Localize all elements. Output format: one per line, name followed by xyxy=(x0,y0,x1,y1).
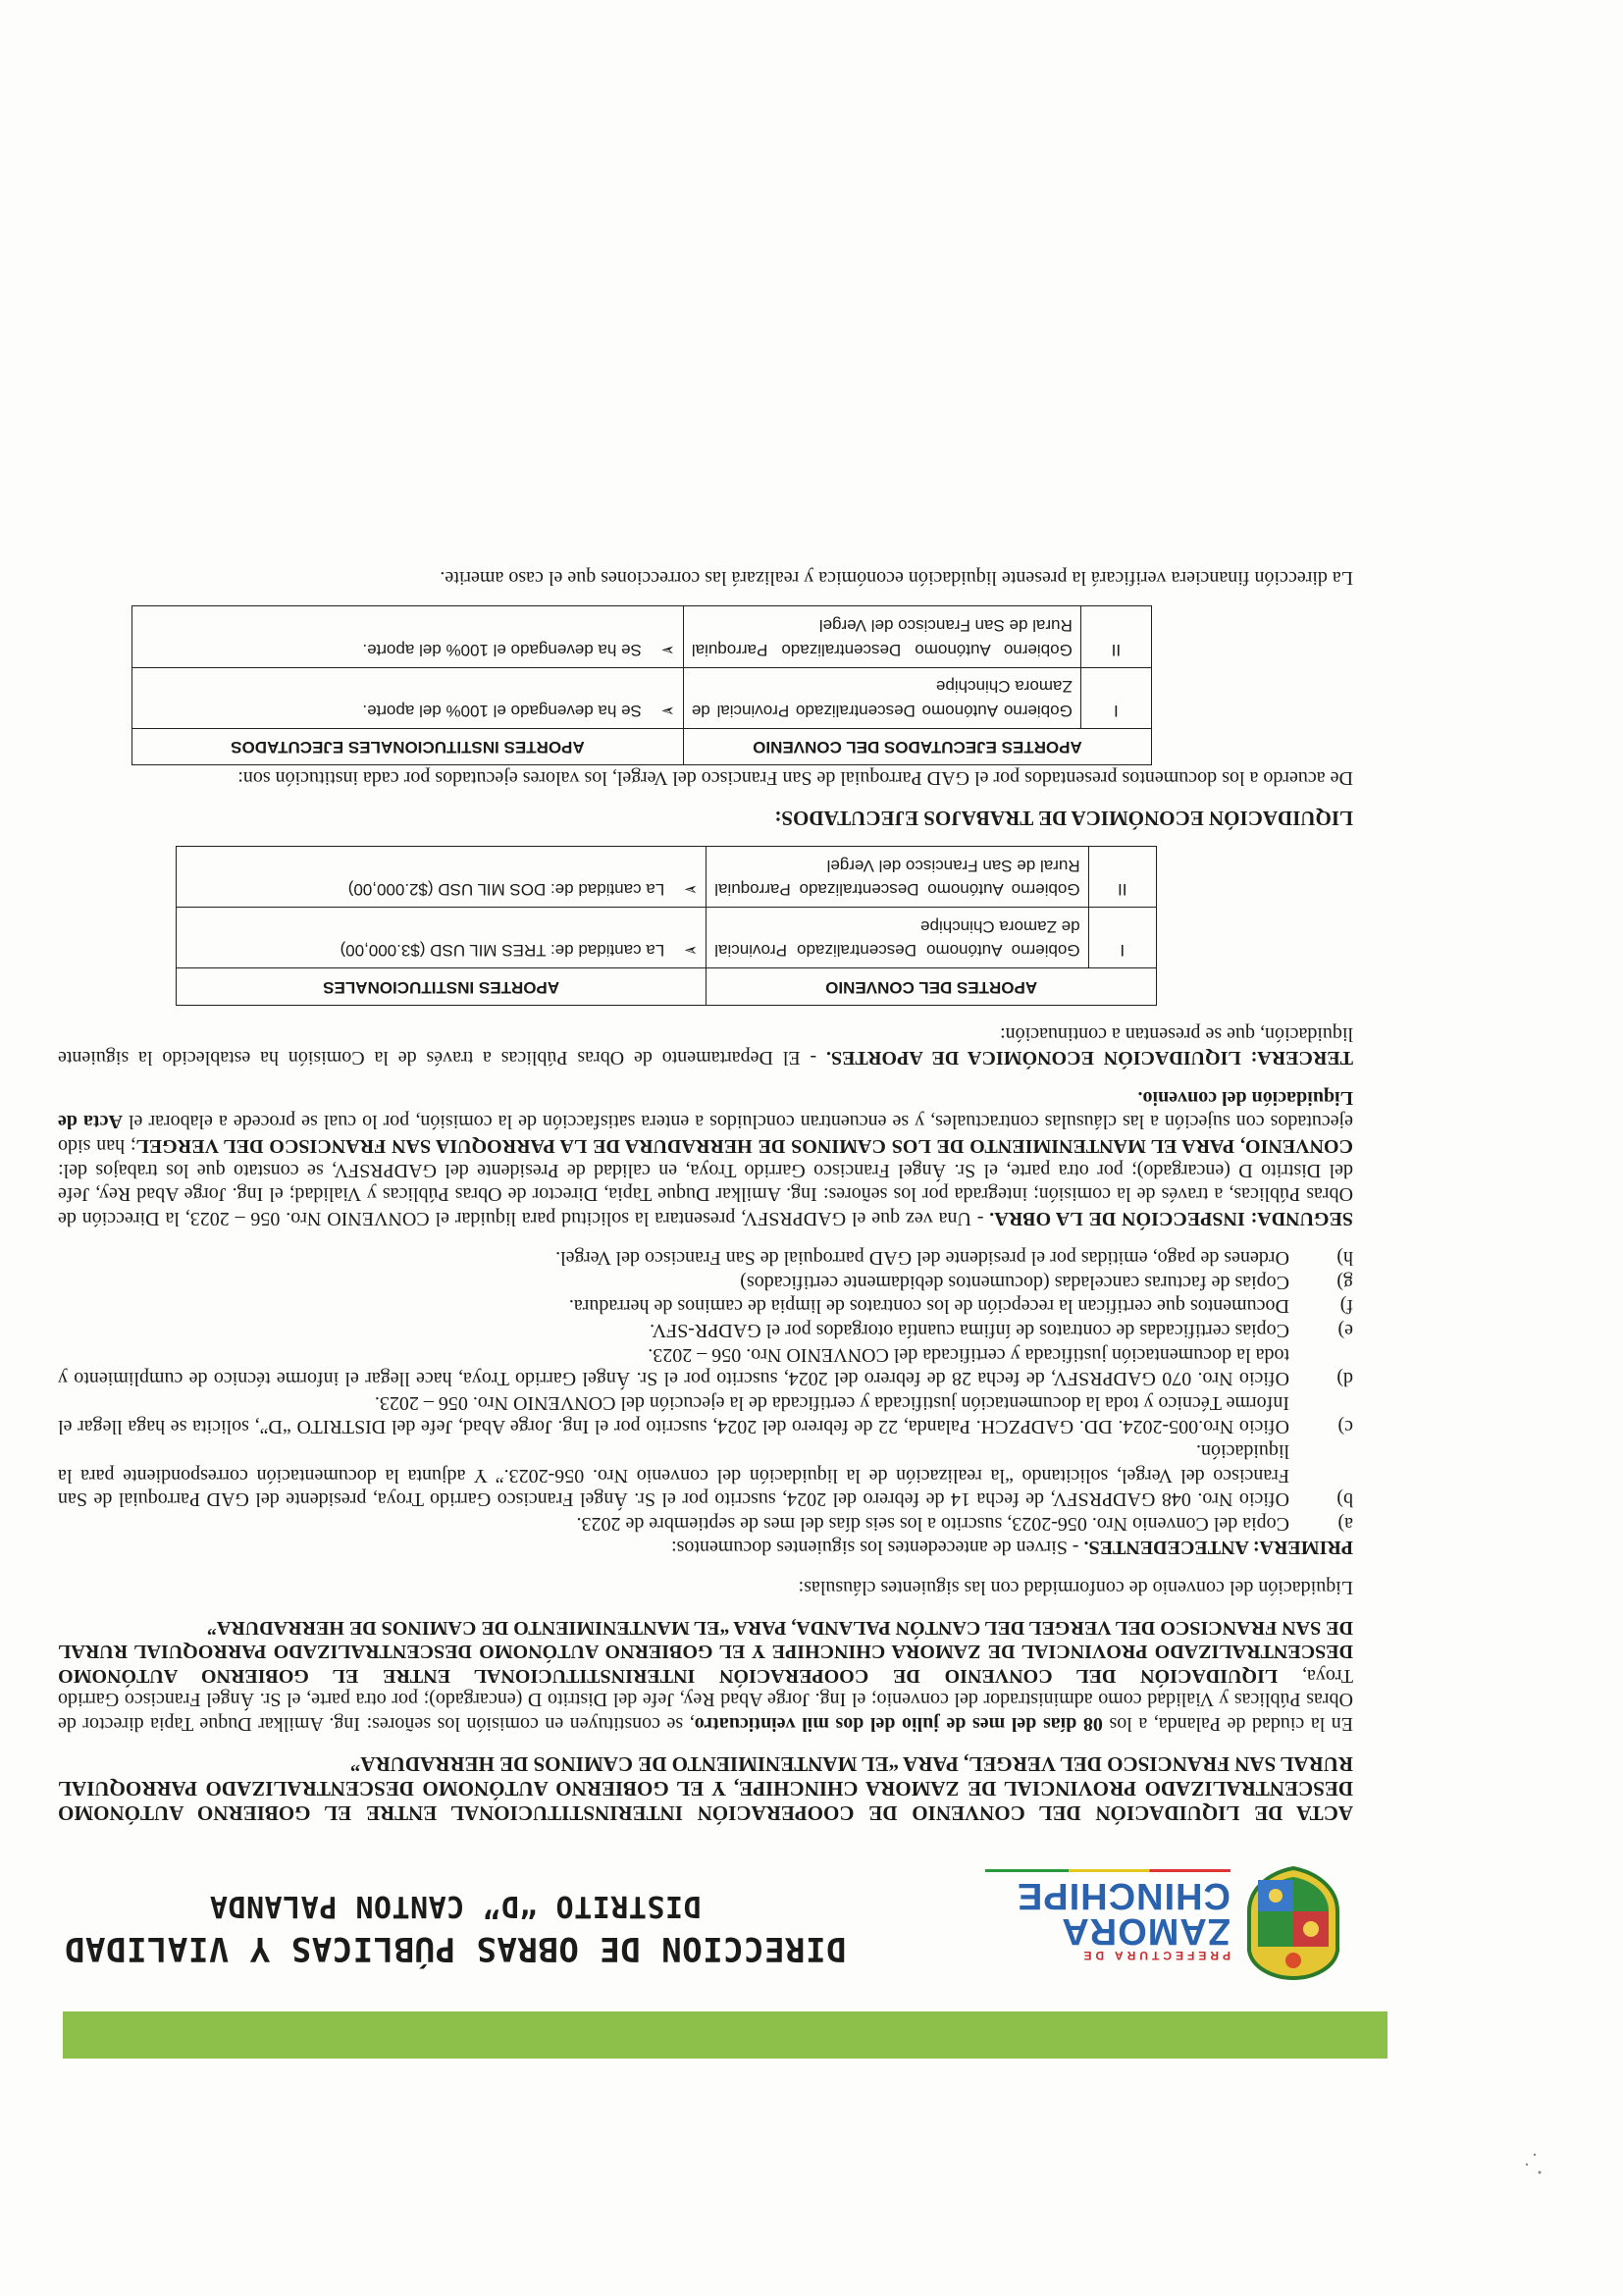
list-item xyxy=(58,1294,1353,1319)
arrow-bullet-icon: ➢ xyxy=(684,880,699,900)
table-cell-entity: Gobierno Autónomo Descentralizado Parroquial Rural de San Francisco del Vergel xyxy=(683,606,1080,667)
letterhead xyxy=(63,1852,1378,1980)
list-letter: c) xyxy=(1337,1416,1353,1438)
list-item xyxy=(58,1270,1353,1294)
primera-text: - Sirven de antecedentes los siguientes documentos: xyxy=(671,1537,1084,1559)
liquidacion-title: LIQUIDACIÓN ECONÓMICA DE TRABAJOS EJECUTADOS: xyxy=(774,807,1353,830)
amount-text: La cantidad de: DOS MIL USD ($2.000,00) xyxy=(347,880,665,900)
table-cell-entity: Gobierno Autónomo Descentralizado Provincial de Zamora Chinchipe xyxy=(683,667,1080,728)
list-item xyxy=(58,1342,1353,1390)
segunda-text: - Una vez que el GADPRSFV, presentara la solicitud para liquidar el CONVENIO Nro. 056 – 2023, la Dirección de Obras Públicas, a través de la comisión; integrada por los señores: Ing. Amilkar Duque Tapia, Director de Obras Públicas y Vialidad; el Ing. Jorge Abad Rey, Jefe del Distrito D (encargado); por otra parte, el Sr. Ángel Francisco Garrido Troya, en calidad de Presidente del GADPRSFV, se constato que los trabajos del: xyxy=(58,1159,1353,1229)
table-cell-num: II xyxy=(1088,847,1156,908)
arrow-bullet-icon: ➢ xyxy=(660,640,675,659)
intro-liquidacion: LIQUIDACIÓN DEL CONVENIO DE COOPERACIÓN INTERINSTITUCIONAL ENTRE EL GOBIERNO AUTÓNOMO DESCENTRALIZADO PROVINCIAL DE ZAMORA CHINCHIPE Y EL GOBIERNO AUTÓNOMO DESCENTRALIZADO PARROQUIAL RURAL DE SAN FRANCISCO DEL VERGEL DEL CANTÓN PALANDA, PARA “EL MANTENIMIENTO DE CAMINOS DE HERRADURA” xyxy=(58,1616,1353,1687)
document-title: ACTA DE LIQUIDACIÓN DEL CONVENIO DE COOPERACIÓN INTERINSTITUCIONAL ENTRE EL GOBIERNO AUTÓNOMO DESCENTRALIZADO PROVINCIAL DE ZAMORA CHINCHIPE, Y EL GOBIERNO AUTÓNOMO DESCENTRALIZADO PARROQUIAL RURAL SAN FRANCISCO DEL VERGEL, PARA “EL MANTENIMIENTO DE CAMINOS DE HERRADURA” xyxy=(58,1752,1353,1825)
segunda-bold: CONVENIO, PARA EL MANTENIMIENTO DE LOS CAMINOS DE HERRADURA DE LA PARROQUIA SAN FRANCISCO DEL VERGEL xyxy=(135,1134,1353,1157)
header-green-bar xyxy=(63,2011,1387,2059)
clause-segunda xyxy=(58,1085,1353,1230)
document-body xyxy=(58,566,1353,1825)
clause-tercera xyxy=(58,1021,1353,1070)
intro-c: , se constituyen en comisión los señores: Ing. Amilkar Duque Tapia director de Obras Públicas y Vialidad como administrador del convenio; el Ing. Jorge Abad Rey, Jefe del Distrito D (encargado); por otra parte, el Sr. Ángel Francisco Garrido Troya, xyxy=(57,1664,1353,1735)
list-text: Documentos que certifican la recepción de los contratos de limpia de caminos de herradura. xyxy=(568,1295,1289,1318)
primera-label: PRIMERA: ANTECEDENTES. xyxy=(1083,1537,1353,1559)
list-letter: b) xyxy=(1336,1488,1353,1511)
arrow-bullet-icon: ➢ xyxy=(684,941,699,961)
table-row xyxy=(132,606,1152,667)
liquidacion-text: De acuerdo a los documentos presentados por el GAD Parroquial de San Francisco del Vergel, los valores ejecutados por cada institución son: xyxy=(237,767,1353,789)
intro-a: En la ciudad de Palanda, a los xyxy=(1102,1713,1353,1735)
brand-tricolor-rule xyxy=(985,1869,1230,1872)
district-name: DISTRITO “D” CANTON PALANDA xyxy=(209,1889,702,1923)
list-item xyxy=(58,1246,1353,1271)
list-text: Oficio Nro. 048 GADPRSFV, de fecha 14 de febrero del 2024, suscrito por el Sr. Ángel Francisco Garrido Troya, presidente del GAD Parroquial de San Francisco del Vergel, solicitando “la realización de la liquidación del convenio Nro. 056-2023.” Y adjunta la documentación correspondiente para la liquidación. xyxy=(58,1440,1289,1511)
table-cell-num: I xyxy=(1088,908,1156,968)
clause-primera xyxy=(58,1536,1353,1560)
table-cell-amount xyxy=(177,847,707,908)
prefectura-coat-of-arms-icon xyxy=(1244,1866,1342,1980)
arrow-bullet-icon: ➢ xyxy=(660,701,675,720)
tercera-text: - El Departamento de Obras Públicas a través de la Comisión ha establecido la siguiente liquidación, que se presentan a continuación: xyxy=(58,1022,1353,1070)
table-header-row xyxy=(132,728,1152,765)
brand-line2: CHINCHIPE xyxy=(1016,1875,1230,1916)
list-text: Copias de facturas canceladas (documentos debidamente certificados) xyxy=(740,1271,1289,1293)
list-item xyxy=(58,1319,1353,1343)
amount-text: Se ha devengado el 100% del aporte. xyxy=(362,640,642,659)
list-item xyxy=(58,1438,1353,1511)
list-text: Copia del Convenio Nro. 056-2023, suscrito a los seis días del mes de septiembre de 2023. xyxy=(576,1512,1289,1535)
brand-pre-label: PREFECTURA DE xyxy=(1079,1949,1230,1962)
list-letter: e) xyxy=(1337,1320,1353,1342)
segunda-text2: ; han sido ejecutados con sujeción a las cláusulas contractuales, y se encuentran concluidos a entera satisfacción de la comisión, por lo cual se procede a elaborar el xyxy=(58,1111,1353,1157)
tercera-label: TERCERA: LIQUIDACIÓN ECONÓMICA DE APORTES. xyxy=(825,1047,1353,1070)
list-letter: h) xyxy=(1336,1247,1353,1270)
clauses-intro: Liquidación del convenio de conformidad con las siguientes cláusulas: xyxy=(798,1577,1353,1599)
list-text: Ordenes de pago, emitidas por el presidente del GAD parroquial de San Francisco del Vergel. xyxy=(555,1247,1289,1270)
list-text: Oficio Nro.005-2024. DD. GADPZCH. Palanda, 22 de febrero del 2024, suscrito por el Ing. Jorge Abad, Jefe del DISTRITO “D”, solicita se haga llegar el Informe Técnico y toda la documentación justificada y certificada de la ejecución del CONVENIO Nro. 056 – 2023. xyxy=(58,1391,1289,1438)
antecedentes-list xyxy=(58,1246,1353,1536)
list-item xyxy=(58,1390,1353,1438)
table-cell-entity: Gobierno Autónomo Descentralizado Provincial de Zamora Chinchipe xyxy=(707,908,1088,968)
table-header: APORTES INSTITUCIONALES xyxy=(177,968,707,1006)
brand-line1: ZAMORA xyxy=(1061,1910,1230,1952)
department-name: DIRECCION DE OBRAS PÚBLICAS Y VIALIDAD xyxy=(64,1929,847,1968)
list-letter: f) xyxy=(1339,1295,1353,1318)
segunda-bold2: Acta de Liquidación del convenio. xyxy=(58,1086,1353,1133)
intro-date: 08 días del mes de julio del dos mil veinticuatro xyxy=(694,1713,1103,1735)
intro-paragraph xyxy=(58,1615,1353,1736)
closing-paragraph: La dirección financiera verificará la presente liquidación económica y realizará las correcciones que el caso amerite. xyxy=(440,567,1353,590)
table-row xyxy=(177,908,1157,968)
table-cell-num: I xyxy=(1080,667,1151,728)
aportes-table xyxy=(176,846,1157,1006)
scan-specks xyxy=(1515,2149,1544,2178)
list-item xyxy=(58,1511,1353,1536)
table-cell-num: II xyxy=(1080,606,1151,667)
table-header: APORTES DEL CONVENIO xyxy=(707,968,1157,1006)
aportes-ejecutados-table xyxy=(131,605,1152,765)
list-text: Oficio Nro. 070 GADPRSFV, de fecha 28 de febrero del 2024, suscrito por el Sr. Ángel Garrido Troya, hace llegar el informe técnico de cumplimiento y toda la documentación justificada y certificada del CONVENIO Nro. 056 – 2023. xyxy=(58,1343,1289,1390)
list-letter: a) xyxy=(1337,1512,1353,1535)
table-row xyxy=(132,667,1152,728)
table-header: APORTES EJECUTADOS DEL CONVENIO xyxy=(683,728,1151,765)
amount-text: La cantidad de: TRES MIL USD ($3.000,00) xyxy=(340,941,665,961)
list-text: Copias certificadas de contratos de ínfima cuantía otorgados por el GADPR-SFV. xyxy=(650,1320,1289,1342)
list-letter: g) xyxy=(1336,1271,1353,1293)
table-cell-amount xyxy=(132,667,684,728)
table-row xyxy=(177,847,1157,908)
table-header-row xyxy=(177,968,1157,1006)
amount-text: Se ha devengado el 100% del aporte. xyxy=(362,701,642,720)
table-cell-entity: Gobierno Autónomo Descentralizado Parroquial Rural de San Francisco del Vergel xyxy=(707,847,1088,908)
table-cell-amount xyxy=(177,908,707,968)
table-header: APORTES INSTITUCIONALES EJECUTADOS xyxy=(132,728,684,765)
table-cell-amount xyxy=(132,606,684,667)
segunda-label: SEGUNDA: INSPECCIÓN DE LA OBRA. xyxy=(989,1207,1353,1229)
brand-block xyxy=(975,1869,1230,1962)
list-letter: d) xyxy=(1336,1368,1353,1390)
department-block xyxy=(63,1889,848,1968)
